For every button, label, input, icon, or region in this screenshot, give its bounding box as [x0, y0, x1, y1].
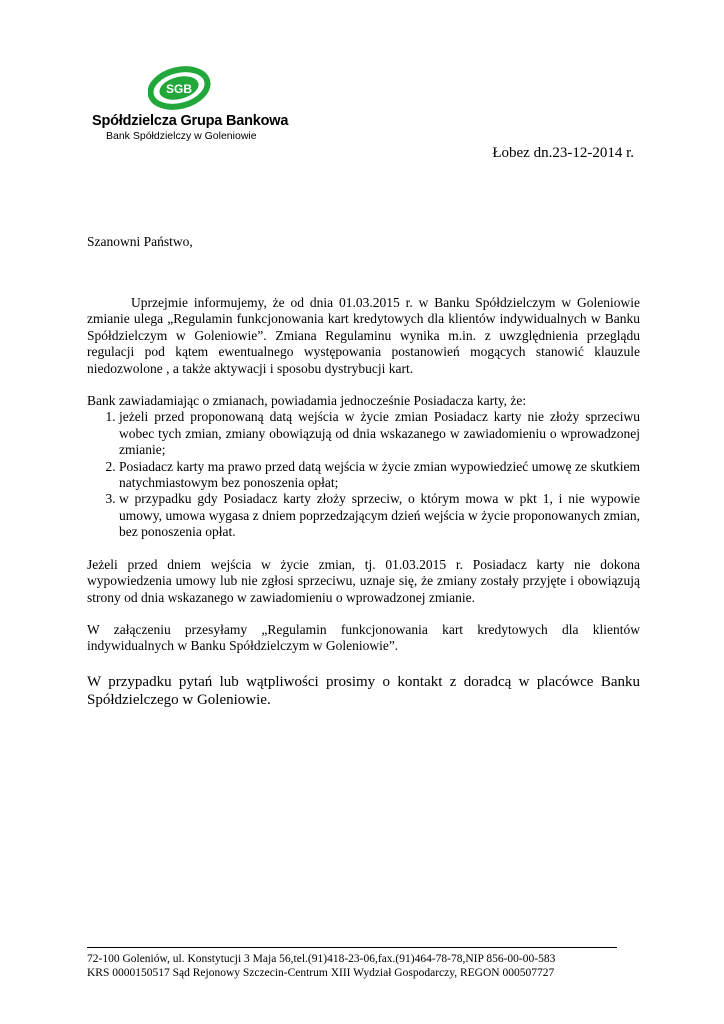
footer-address: 72-100 Goleniów, ul. Konstytucji 3 Maja 56,tel.(91)418-23-06,fax.(91)464-78-78,NIP 856-00-00-583: [87, 953, 556, 965]
paragraph-notice: Bank zawiadamiając o zmianach, powiadamia jednocześnie Posiadacza karty, że:: [87, 393, 527, 409]
paragraph-intro: Uprzejmie informujemy, że od dnia 01.03.2015 r. w Banku Spółdzielczym w Goleniowie zmianie ulega „Regulamin funkcjonowania kart kredytowych dla klientów indywidualnych w Banku Spółdzielczym w Goleniowie”. Zmiana Regulaminu wynika m.in. z uwzględnienia przeglądu regulacji pod kątem ewentualnego występowania postanowień mogących stanowić klauzule niedozwolone , a także aktywacji i sposobu dystrybucji kart.: [87, 295, 640, 376]
footer-divider: [87, 947, 617, 948]
bank-logo: [92, 66, 289, 146]
paragraph-acceptance: Jeżeli przed dniem wejścia w życie zmian, tj. 01.03.2015 r. Posiadacz karty nie dokona wypowiedzenia umowy lub nie zgłosi sprzeciwu, uznaje się, że zmiany zostały przyjęte i obowiązują strony od dnia wskazanego w zawiadomieniu o wprowadzonej zmianie.: [87, 556, 640, 605]
footer-registry: KRS 0000150517 Sąd Rejonowy Szczecin-Centrum XIII Wydział Gospodarczy, REGON 000507727: [87, 967, 555, 979]
letter-date: Łobez dn.23-12-2014 r.: [492, 145, 634, 161]
list-item: 3. w przypadku gdy Posiadacz karty złoży sprzeciw, o którym mowa w pkt 1, i nie wypowie umowy, umowa wygasa z dniem poprzedzającym dzień wejścia w życie proponowanych zmian, bez ponoszenia opłat.: [119, 491, 640, 540]
conditions-list: [87, 409, 640, 540]
salutation: Szanowni Państwo,: [87, 234, 193, 249]
list-item: 1. jeżeli przed proponowaną datą wejścia w życie zmian Posiadacz karty nie złoży sprzeciwu wobec tych zmian, zmiany obowiązują od dnia wskazanego w zawiadomieniu o wprowadzonej zmianie;: [119, 409, 640, 458]
sgb-logo-icon: [148, 66, 212, 110]
paragraph-attachment: W załączeniu przesyłamy „Regulamin funkcjonowania kart kredytowych dla klientów indywidualnych w Banku Spółdzielczym w Goleniowie”.: [87, 621, 640, 654]
letter-body: [87, 295, 640, 709]
list-item: 2. Posiadacz karty ma prawo przed datą wejścia w życie zmian wypowiedzieć umowę ze skutkiem natychmiastowym bez ponoszenia opłat;: [119, 459, 640, 492]
footer: [87, 952, 555, 980]
logo-mark-text: SGB: [165, 82, 193, 96]
paragraph-contact: W przypadku pytań lub wątpliwości prosimy o kontakt z doradcą w placówce Banku Spółdzielczego w Goleniowie.: [87, 673, 640, 708]
logo-title: Spółdzielcza Grupa Bankowa: [92, 113, 289, 129]
logo-subtitle: Bank Spółdzielczy w Goleniowie: [106, 130, 257, 142]
